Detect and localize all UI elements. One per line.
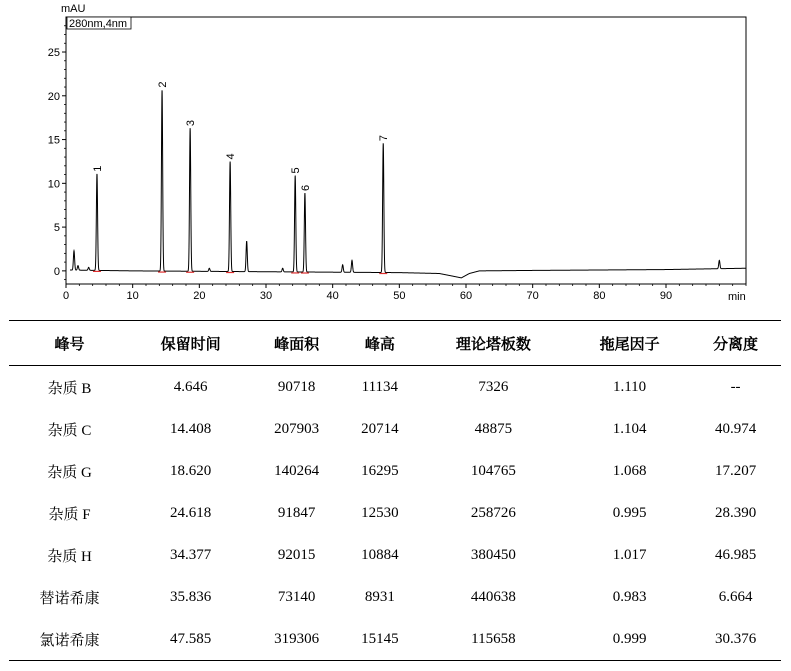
plot-frame — [66, 17, 746, 284]
cell-plate-count: 104765 — [470, 462, 516, 479]
column-header: 峰面积 — [251, 321, 342, 366]
axis-ticks — [62, 26, 746, 288]
cell-retention-time: 4.646 — [173, 378, 208, 395]
cell-tailing-factor: 0.999 — [569, 618, 690, 661]
cell-peak-area: 90718 — [277, 378, 316, 395]
cell-peak-height: 20714 — [361, 420, 399, 437]
cell-tailing-factor: 0.983 — [612, 588, 647, 605]
cell-peak-height: 10884 — [361, 546, 399, 563]
y-tick-labels — [48, 47, 60, 278]
cell-retention-time: 34.377 — [170, 546, 212, 563]
cell-peak-area: 319306 — [251, 618, 342, 661]
cell-peak-name: 杂质 C — [47, 422, 92, 439]
table-row — [9, 618, 781, 661]
cell-plate-count: 7326 — [478, 378, 509, 395]
cell-plate-count: 258726 — [470, 504, 516, 521]
cell-peak-area: 140264 — [274, 462, 320, 479]
cell-resolution: 17.207 — [714, 462, 757, 479]
y-tick-label: 5 — [53, 222, 60, 235]
cell-peak-name: 替诺希康 — [39, 590, 100, 607]
column-header: 保留时间 — [130, 321, 251, 366]
y-tick-label: 20 — [47, 90, 60, 103]
cell-peak-height: 11134 — [361, 378, 399, 395]
peak-number-label: 6 — [299, 184, 312, 191]
x-tick-label: 70 — [526, 290, 539, 300]
cell-peak-area: 91847 — [277, 504, 316, 521]
cell-peak-name: 杂质 B — [47, 380, 92, 397]
chromatogram-trace — [70, 90, 746, 278]
x-tick-label: 20 — [193, 290, 206, 300]
x-tick-label: 80 — [593, 290, 606, 300]
results-table — [9, 320, 781, 661]
cell-resolution: 28.390 — [714, 504, 757, 521]
table-row — [9, 450, 781, 492]
x-tick-label: 90 — [659, 290, 673, 300]
cell-retention-time: 18.620 — [170, 462, 212, 479]
cell-peak-height: 15145 — [342, 618, 418, 661]
table-row — [9, 576, 781, 618]
peak-number-label: 7 — [378, 134, 391, 142]
column-header: 理论塔板数 — [418, 321, 569, 366]
column-header: 峰号 — [9, 321, 130, 366]
cell-peak-height: 12530 — [361, 504, 399, 521]
cell-resolution: -- — [730, 378, 741, 395]
cell-tailing-factor: 0.995 — [612, 504, 647, 521]
x-tick-label: 60 — [459, 290, 473, 300]
cell-tailing-factor: 1.110 — [612, 378, 647, 395]
column-header: 拖尾因子 — [569, 321, 690, 366]
y-tick-label: 0 — [53, 265, 60, 278]
y-tick-label: 15 — [47, 134, 60, 147]
legend-text: 280nm,4nm — [69, 18, 128, 30]
cell-retention-time: 35.836 — [170, 588, 212, 605]
cell-retention-time: 14.408 — [170, 420, 212, 437]
cell-resolution: 6.664 — [718, 588, 753, 605]
table-row — [9, 492, 781, 534]
cell-retention-time: 24.618 — [170, 504, 212, 521]
peak-number-label: 2 — [157, 81, 170, 88]
peak-number-label: 1 — [91, 165, 104, 172]
cell-tailing-factor: 1.017 — [612, 546, 647, 563]
x-tick-label: 50 — [393, 290, 406, 300]
table-row — [9, 366, 781, 409]
x-tick-label: 0 — [62, 290, 70, 300]
cell-peak-area: 73140 — [277, 588, 316, 605]
x-tick-label: 30 — [259, 290, 273, 300]
cell-peak-name: 杂质 G — [47, 464, 92, 481]
cell-tailing-factor: 1.104 — [612, 420, 647, 437]
x-tick-labels — [63, 290, 672, 300]
cell-resolution: 46.985 — [714, 546, 757, 563]
y-tick-label: 10 — [47, 178, 60, 191]
peak-labels — [92, 82, 390, 191]
y-axis-title: mAU — [61, 3, 86, 15]
column-header: 分离度 — [690, 321, 781, 366]
column-header: 峰高 — [342, 321, 418, 366]
table-row — [9, 534, 781, 576]
cell-peak-area: 92015 — [277, 546, 316, 563]
cell-plate-count: 440638 — [470, 588, 516, 605]
cell-tailing-factor: 1.068 — [612, 462, 647, 479]
cell-resolution: 40.974 — [714, 420, 757, 437]
cell-retention-time: 47.585 — [130, 618, 251, 661]
table-header-row — [9, 321, 781, 366]
peak-number-label: 4 — [225, 153, 238, 160]
x-axis-title: min — [728, 291, 746, 300]
x-tick-label: 10 — [126, 290, 139, 300]
cell-resolution: 30.376 — [690, 618, 781, 661]
cell-plate-count: 380450 — [470, 546, 516, 563]
x-tick-label: 40 — [326, 290, 339, 300]
cell-plate-count: 48875 — [474, 420, 513, 437]
cell-peak-name: 杂质 H — [47, 548, 92, 565]
table-row — [9, 408, 781, 450]
y-tick-label: 25 — [47, 47, 60, 60]
cell-peak-area: 207903 — [274, 420, 320, 437]
peak-number-label: 3 — [185, 120, 198, 127]
chromatogram-chart — [0, 0, 791, 300]
cell-peak-height: 8931 — [364, 588, 395, 605]
peak-number-label: 5 — [290, 167, 303, 174]
cell-peak-height: 16295 — [361, 462, 399, 479]
cell-peak-name: 氯诺希康 — [9, 618, 130, 661]
cell-plate-count: 115658 — [418, 618, 569, 661]
cell-peak-name: 杂质 F — [48, 506, 91, 523]
